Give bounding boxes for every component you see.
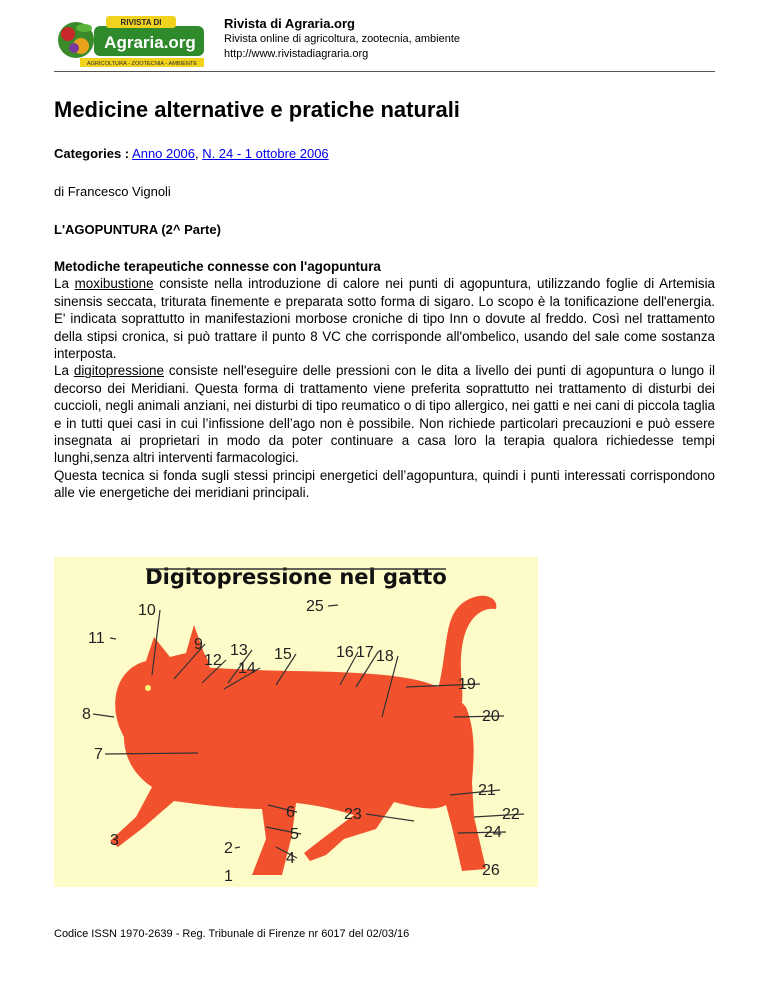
pointer-line-8	[93, 714, 114, 717]
category-link-issue-24[interactable]: N. 24 - 1 ottobre 2006	[202, 146, 329, 161]
acupoint-label-6: 6	[286, 804, 295, 821]
acupoint-label-19: 19	[458, 676, 476, 693]
acupoint-label-3: 3	[110, 832, 119, 849]
header-divider	[54, 71, 715, 72]
acupoint-label-14: 14	[238, 660, 256, 677]
logo-name-text: Agraria.org	[104, 33, 196, 52]
acupoint-label-4: 4	[286, 850, 295, 867]
categories-line: Categories : Anno 2006, N. 24 - 1 ottobre 2006	[54, 146, 329, 161]
acupoint-label-20: 20	[482, 708, 500, 725]
acupoint-label-21: 21	[478, 782, 496, 799]
acupoint-label-8: 8	[82, 706, 91, 723]
cat-acupressure-figure	[54, 557, 538, 887]
acupoint-label-15: 15	[274, 646, 292, 663]
acupoint-label-16: 16	[336, 644, 354, 661]
site-url[interactable]: http://www.rivistadiagraria.org	[224, 48, 369, 60]
acupoint-label-9: 9	[194, 636, 203, 653]
pointer-line-25	[328, 605, 338, 606]
term-digitopressione[interactable]: digitopressione	[73, 363, 164, 379]
paragraph-moxibustione	[54, 275, 715, 362]
logo-strip-text: AGRICOLTURA - ZOOTECNIA - AMBIENTE	[86, 61, 198, 67]
logo-banner-text: RIVISTA DI	[120, 18, 162, 27]
site-name: Rivista di Agraria.org	[224, 16, 355, 31]
acupoint-label-7: 7	[94, 746, 103, 763]
paragraph-text: La	[54, 363, 74, 379]
pointer-line-2	[235, 847, 240, 848]
paragraph-text: La	[54, 276, 75, 292]
acupoint-label-2: 2	[224, 840, 233, 857]
acupoint-label-5: 5	[290, 826, 299, 843]
acupoint-label-18: 18	[376, 648, 394, 665]
author-byline: di Francesco Vignoli	[54, 184, 171, 199]
site-logo[interactable]	[54, 14, 206, 68]
acupoint-label-22: 22	[502, 806, 520, 823]
article-subheading: Metodiche terapeutiche connesse con l'agopuntura	[54, 259, 381, 274]
page-footer: Codice ISSN 1970-2639 - Reg. Tribunale di Firenze nr 6017 del 02/03/16	[54, 928, 410, 940]
acupoint-label-12: 12	[204, 652, 222, 669]
paragraph-text: consiste nell'eseguire delle pressioni con le dita a livello dei punti di agopuntura o lungo il decorso dei Meridiani. Questa forma di trattamento viene preferita soprattutto nei trattamento di disturbi dei cuccioli, negli animali anziani, nei disturbi di tipo reumatico o di tipo allergico, nei gatti e nei cani di piccola taglia e in tutti quei casi in cui l’infissione dell’ago non è possibile. Non richiede particolari precauzioni e può essere insegnata ai proprietari in modo da poter continuare a casa loro la terapia qualora richiedesse tempi lunghi,senza altri interventi farmacologici.	[54, 363, 715, 466]
pointer-line-11	[110, 638, 116, 639]
acupoint-label-26: 26	[482, 862, 500, 879]
section-title: L'AGOPUNTURA (2^ Parte)	[54, 222, 221, 237]
category-link-anno-2006[interactable]: Anno 2006	[132, 146, 195, 161]
acupoint-label-24: 24	[484, 824, 502, 841]
categories-label: Categories :	[54, 146, 130, 161]
cat-diagram	[54, 557, 538, 887]
page-title: Medicine alternative e pratiche naturali	[54, 97, 460, 122]
paragraph-principi: Questa tecnica si fonda sugli stessi principi energetici dell’agopuntura, quindi i punti interessati corrispondono alle vie energetiche dei meridiani principali.	[54, 467, 715, 501]
acupoint-label-10: 10	[138, 602, 156, 619]
term-moxibustione[interactable]: moxibustione	[74, 276, 154, 292]
acupoint-label-1: 1	[224, 868, 233, 885]
cat-eye	[145, 685, 151, 691]
site-info	[224, 16, 460, 62]
paragraph-digitopressione	[54, 362, 715, 466]
paragraph-text: consiste nella introduzione di calore nei punti di agopuntura, utilizzando foglie di Artemisia sinensis seccata, triturata finemente e preparata sotto forma di sigaro. Lo scopo è la tonificazione dell'energia. E' indicata soprattutto in manifestazioni morbose croniche di tipo Inn o dovute al freddo. Così nel trattamento della stipsi cronica, si può trattare il punto 8 VC che corrisponde all'ombelico, usando del sale come sostanza interposta.	[54, 276, 715, 362]
figure-title: Digitopressione nel gatto	[145, 565, 447, 589]
acupoint-label-11: 11	[88, 630, 105, 647]
acupoint-label-13: 13	[230, 642, 248, 659]
acupoint-label-17: 17	[356, 644, 374, 661]
acupoint-label-23: 23	[344, 806, 362, 823]
article-body	[54, 258, 715, 502]
site-header	[54, 14, 715, 72]
site-tagline: Rivista online di agricoltura, zootecnia, ambiente	[224, 33, 461, 45]
acupoint-label-25: 25	[306, 598, 324, 615]
